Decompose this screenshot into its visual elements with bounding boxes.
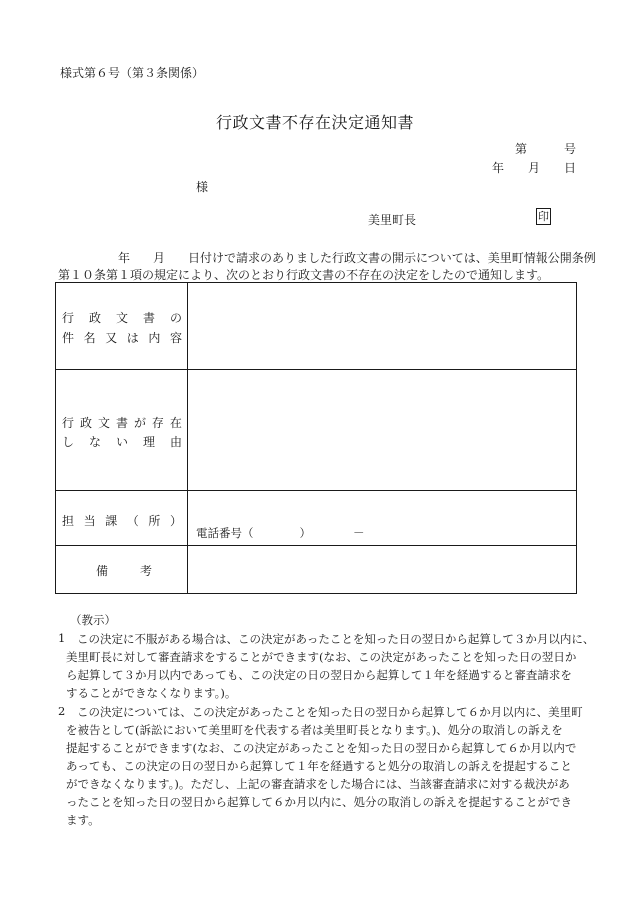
label-char: い [115,435,128,449]
note-1-line: この決定に不服がある場合は、この決定があったことを知った日の翌日から起算して３か月以内に、 [77,632,595,646]
doc-number-prefix: 第 [515,142,528,156]
phone-close-paren: ） [299,526,311,540]
note-1-line: ら起算して３か月以内であっても、この決定の日の翌日から起算して１年を経過すると審査請求を [66,668,572,682]
label-char: 文 [97,416,110,430]
label-line [62,512,182,529]
label-char: し [62,435,75,449]
body-year-label: 年 [118,251,131,265]
note-1-line: することができなくなります。)。 [66,686,237,700]
issuer-name: 美里町長 [368,213,417,227]
label-char: 書 [115,416,128,430]
body-month-label: 月 [153,251,166,265]
label-char: 理 [142,435,155,449]
phone-number-field [196,525,365,541]
label-char: 課 [105,514,118,528]
label-char: 在 [169,416,182,430]
form-number-label: 様式第６号（第３条関係） [60,66,205,80]
notes-heading: （教示） [70,613,116,627]
seal-mark: 印 [538,210,549,223]
label-char: 考 [139,564,152,578]
note-2-line: ができなくなります。)。ただし、上記の審査請求をした場合には、当該審査請求に対する裁決があ [66,777,570,791]
value-remarks[interactable] [188,546,576,593]
date-year-label: 年 [492,161,505,175]
label-char: 内 [148,331,161,345]
notice-table [55,282,577,594]
label-char: 行 [62,311,75,325]
label-char: 行 [62,416,75,430]
label-char: 備 [96,564,109,578]
value-document-title[interactable] [188,283,576,369]
label-char: 由 [169,435,182,449]
label-char: 件 [62,331,75,345]
label-char: （ [126,514,139,528]
label-char: 容 [169,331,182,345]
label-char: が [133,416,146,430]
label-char: 政 [79,416,92,430]
label-char: 政 [88,311,101,325]
date-day-label: 日 [564,161,577,175]
note-2-line: 提起することができます(なお、この決定があったことを知った日の翌日から起算して６か月以内で [66,741,577,755]
note-2-line: ったことを知った日の翌日から起算して６か月以内に、処分の取消しの訴えを提起することができ [66,795,572,809]
row-department [56,491,576,546]
body-intro-text: 日付けで請求のありました行政文書の開示については、美里町情報公開条例 [188,251,596,265]
row-document-title [56,283,576,370]
label-char: 又 [105,331,118,345]
label-char: は [126,331,139,345]
label-line [62,433,182,450]
note-2-line: あっても、この決定の日の翌日から起算して１年を経過すると処分の取消しの訴えを提起すること [66,759,572,773]
label-char: 存 [151,416,164,430]
label-nonexistence-reason [56,370,188,490]
row-remarks [56,546,576,593]
label-char: の [169,311,182,325]
label-line [62,414,182,431]
label-line [62,309,182,326]
document-title: 行政文書不存在決定通知書 [215,113,414,132]
note-2-line: ます。 [66,813,100,827]
phone-dash: － [353,526,365,540]
phone-label: 電話番号（ [196,526,254,540]
label-char: 当 [83,514,96,528]
label-char: 文 [115,311,128,325]
label-char: 所 [148,514,161,528]
row-nonexistence-reason [56,370,576,491]
note-2-line: この決定については、この決定があったことを知った日の翌日から起算して６か月以内に、美里町 [77,705,583,719]
value-nonexistence-reason[interactable] [188,370,576,490]
note-1-number: 1 [58,631,66,645]
note-1-line: 美里町長に対して審査請求をすることができます(なお、この決定があったことを知った日の翌日か [66,650,577,664]
addressee-honorific: 様 [196,180,209,194]
label-remarks [56,546,188,593]
label-line [96,562,152,579]
label-department [56,491,188,545]
label-char: な [88,435,101,449]
label-document-title [56,283,188,369]
note-2-number: 2 [58,704,66,718]
value-department[interactable] [188,491,576,545]
date-month-label: 月 [528,161,541,175]
label-line [62,329,182,346]
body-decision-text: 第１０条第１項の規定により、次のとおり行政文書の不存在の決定をしたので通知します。 [58,268,550,282]
label-char: 名 [83,331,96,345]
doc-number-suffix: 号 [564,142,577,156]
label-char: 書 [142,311,155,325]
note-2-line: を被告として(訴訟において美里町を代表する者は美里町長となります。)、処分の取消しの訴えを [66,723,563,737]
label-char: 担 [62,514,75,528]
label-char: ） [169,514,182,528]
